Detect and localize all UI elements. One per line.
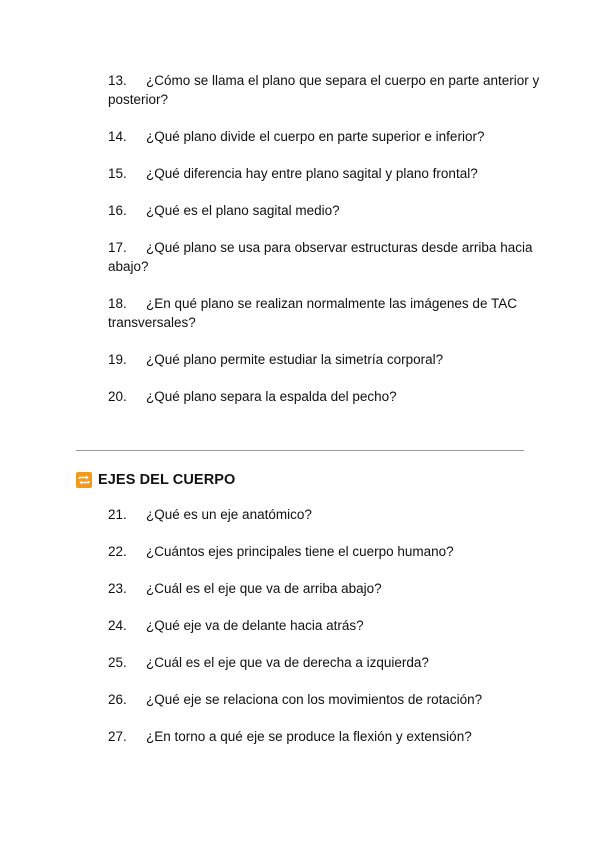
question-number: 22. [108, 544, 127, 559]
question-item [90, 579, 540, 598]
question-text: ¿Qué eje va de delante hacia atrás? [146, 618, 364, 633]
question-number: 15. [108, 166, 127, 181]
question-text: ¿Qué plano permite estudiar la simetría corporal? [146, 352, 444, 367]
question-item [90, 727, 540, 746]
repeat-arrows-icon [76, 472, 92, 488]
section-divider [76, 450, 524, 451]
question-number: 16. [108, 203, 127, 218]
question-number: 20. [108, 389, 127, 404]
question-number: 27. [108, 729, 127, 744]
question-text: ¿Cómo se llama el plano que separa el cuerpo en parte anterior y posterior? [108, 73, 540, 107]
question-item [90, 71, 540, 109]
question-text: ¿Cuántos ejes principales tiene el cuerpo humano? [146, 544, 454, 559]
question-number: 14. [108, 129, 127, 144]
section-header [76, 470, 235, 490]
question-item [90, 164, 540, 183]
question-number: 26. [108, 692, 127, 707]
question-item [90, 505, 540, 524]
question-item [90, 294, 540, 332]
question-text: ¿Cuál es el eje que va de derecha a izquierda? [146, 655, 429, 670]
question-text: ¿Qué plano se usa para observar estructuras desde arriba hacia abajo? [108, 240, 533, 274]
question-text: ¿Cuál es el eje que va de arriba abajo? [146, 581, 382, 596]
question-item [90, 127, 540, 146]
section-title: EJES DEL CUERPO [98, 472, 236, 488]
axes-question-list [90, 505, 540, 764]
question-text: ¿Qué plano separa la espalda del pecho? [146, 389, 397, 404]
question-number: 17. [108, 240, 127, 255]
question-text: ¿Qué diferencia hay entre plano sagital y plano frontal? [146, 166, 478, 181]
question-number: 25. [108, 655, 127, 670]
question-item [90, 690, 540, 709]
question-item [90, 201, 540, 220]
question-item [90, 616, 540, 635]
question-number: 23. [108, 581, 127, 596]
question-item [90, 653, 540, 672]
question-item [90, 238, 540, 276]
planes-question-list [90, 71, 540, 424]
question-number: 18. [108, 296, 127, 311]
question-text: ¿Qué eje se relaciona con los movimientos de rotación? [146, 692, 483, 707]
question-item [90, 542, 540, 561]
question-text: ¿Qué es el plano sagital medio? [146, 203, 340, 218]
question-text: ¿Qué plano divide el cuerpo en parte superior e inferior? [146, 129, 485, 144]
question-number: 21. [108, 507, 127, 522]
question-text: ¿Qué es un eje anatómico? [146, 507, 312, 522]
question-number: 13. [108, 73, 127, 88]
question-text: ¿En torno a qué eje se produce la flexión y extensión? [146, 729, 472, 744]
question-number: 19. [108, 352, 127, 367]
question-number: 24. [108, 618, 127, 633]
question-item [90, 387, 540, 406]
question-item [90, 350, 540, 369]
question-text: ¿En qué plano se realizan normalmente las imágenes de TAC transversales? [108, 296, 517, 330]
